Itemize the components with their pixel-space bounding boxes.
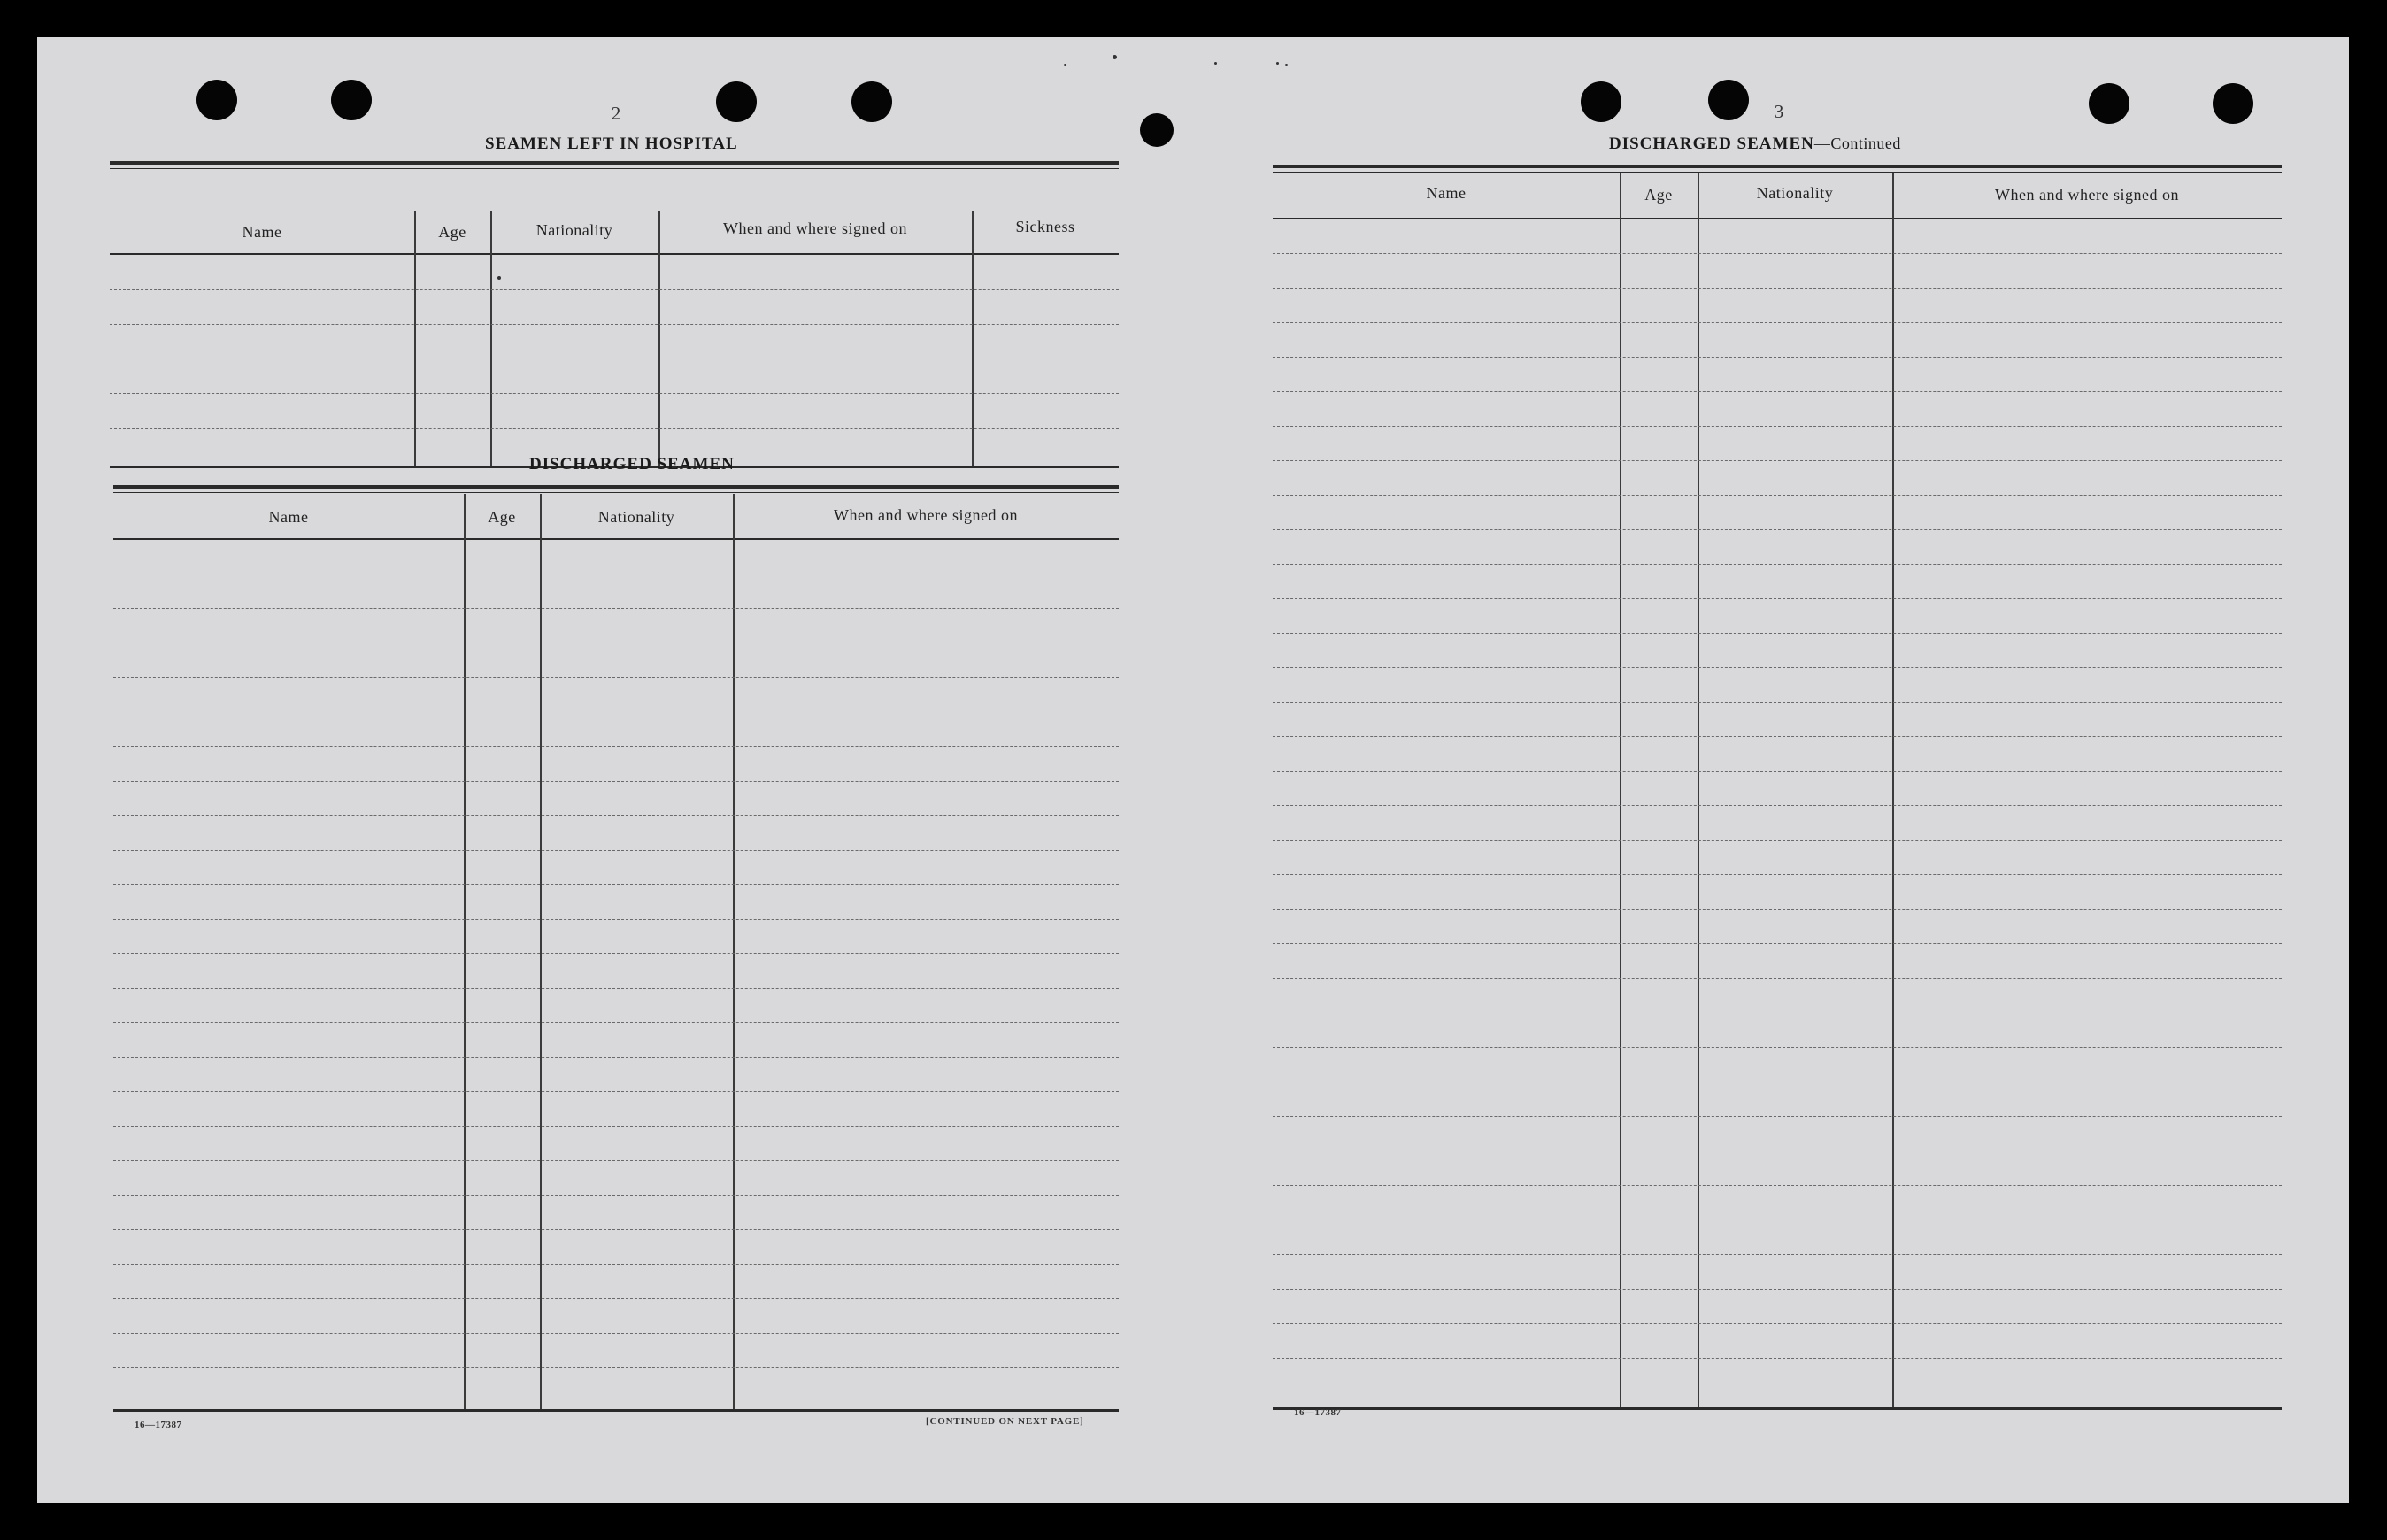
table-row <box>1273 1116 2282 1117</box>
table-row <box>1273 805 2282 806</box>
hospital-section-title: SEAMEN LEFT IN HOSPITAL <box>485 135 738 153</box>
table-row <box>110 289 1119 290</box>
header-separator <box>110 253 1119 255</box>
table-row <box>1273 736 2282 737</box>
column-header-when-where: When and where signed on <box>723 219 907 237</box>
header-separator <box>113 538 1119 540</box>
discharged-continued-title <box>1609 135 1901 154</box>
punch-hole <box>716 81 757 122</box>
column-header-name: Name <box>268 508 309 526</box>
table-row <box>113 1091 1119 1092</box>
column-header-nationality: Nationality <box>597 508 675 526</box>
table-top-rule <box>113 485 1119 489</box>
table-row <box>113 608 1119 609</box>
page-number-left: 2 <box>611 103 621 124</box>
table-row <box>1273 564 2282 565</box>
column-header-sickness: Sickness <box>1015 218 1075 235</box>
table-row <box>1273 1358 2282 1359</box>
punch-hole <box>1140 113 1174 147</box>
table-row <box>1273 1323 2282 1324</box>
table-row <box>1273 978 2282 979</box>
table-row <box>110 393 1119 394</box>
column-divider <box>1698 173 1699 1409</box>
table-row <box>113 1367 1119 1368</box>
column-divider <box>540 494 542 1411</box>
ink-speck <box>1285 64 1288 66</box>
table-row <box>1273 840 2282 841</box>
table-row <box>1273 529 2282 530</box>
table-row <box>113 1126 1119 1127</box>
table-row <box>1273 943 2282 944</box>
table-top-rule <box>110 161 1119 165</box>
table-row <box>1273 391 2282 392</box>
column-header-age: Age <box>438 223 466 241</box>
table-row <box>113 953 1119 954</box>
table-top-rule <box>1273 165 2282 168</box>
column-header-name: Name <box>1426 184 1467 202</box>
table-row <box>113 781 1119 782</box>
continued-note: [CONTINUED ON NEXT PAGE] <box>926 1416 1084 1427</box>
title-continued: —Continued <box>1813 135 1901 152</box>
table-row <box>113 1333 1119 1334</box>
table-row <box>110 428 1119 429</box>
ink-speck <box>1064 64 1066 66</box>
table-bottom-rule <box>1273 1407 2282 1410</box>
column-header-when-where: When and where signed on <box>834 506 1018 524</box>
punch-hole <box>331 80 372 120</box>
table-row <box>113 1022 1119 1023</box>
table-row <box>113 1195 1119 1196</box>
table-row <box>110 324 1119 325</box>
punch-hole <box>1708 80 1749 120</box>
column-header-nationality: Nationality <box>1756 184 1834 202</box>
title-main: DISCHARGED SEAMEN <box>1609 135 1814 153</box>
discharged-table-left <box>113 485 1119 1450</box>
table-row <box>113 746 1119 747</box>
form-sheet <box>37 37 2349 1503</box>
column-divider <box>733 494 735 1411</box>
table-row <box>113 884 1119 885</box>
table-row <box>1273 253 2282 254</box>
table-row <box>113 988 1119 989</box>
column-header-age: Age <box>1644 186 1673 204</box>
column-header-name: Name <box>242 223 282 241</box>
hospital-table <box>110 161 1119 471</box>
table-row <box>113 815 1119 816</box>
column-header-age: Age <box>488 508 516 526</box>
table-row <box>113 677 1119 678</box>
table-row <box>1273 633 2282 634</box>
page-number-right: 3 <box>1774 101 1784 122</box>
punch-hole <box>2213 83 2253 124</box>
table-row <box>113 1057 1119 1058</box>
table-row <box>113 1298 1119 1299</box>
column-divider <box>1892 173 1894 1409</box>
table-row <box>1273 667 2282 668</box>
ink-speck <box>1113 55 1117 59</box>
discharged-table-right <box>1273 165 2282 1448</box>
punch-hole <box>1581 81 1621 122</box>
table-row <box>1273 460 2282 461</box>
column-header-when-where: When and where signed on <box>1995 186 2179 204</box>
table-row <box>113 1229 1119 1230</box>
table-row <box>1273 495 2282 496</box>
table-bottom-rule <box>113 1409 1119 1412</box>
table-row <box>1273 702 2282 703</box>
column-divider <box>464 494 466 1411</box>
discharged-section-title: DISCHARGED SEAMEN <box>529 455 735 474</box>
table-row <box>1273 1185 2282 1186</box>
column-divider <box>1620 173 1621 1409</box>
table-row <box>1273 1289 2282 1290</box>
punch-hole <box>2089 83 2129 124</box>
ink-speck <box>1276 62 1279 65</box>
table-top-rule <box>110 168 1119 169</box>
table-top-rule <box>113 492 1119 493</box>
punch-hole <box>196 80 237 120</box>
table-row <box>1273 357 2282 358</box>
table-top-rule <box>1273 172 2282 173</box>
table-row <box>113 1160 1119 1161</box>
ink-speck <box>1214 62 1217 65</box>
table-row <box>1273 1047 2282 1048</box>
table-row <box>1273 426 2282 427</box>
table-row <box>1273 1254 2282 1255</box>
table-row <box>1273 909 2282 910</box>
punch-hole <box>851 81 892 122</box>
form-number-right: 16—17387 <box>1294 1407 1342 1418</box>
table-row <box>113 919 1119 920</box>
column-header-nationality: Nationality <box>535 221 613 239</box>
table-row <box>1273 874 2282 875</box>
table-row <box>113 1264 1119 1265</box>
header-separator <box>1273 218 2282 219</box>
table-row <box>1273 771 2282 772</box>
form-number-left: 16—17387 <box>135 1420 182 1430</box>
table-row <box>1273 288 2282 289</box>
table-row <box>113 850 1119 851</box>
table-row <box>1273 598 2282 599</box>
table-row <box>1273 322 2282 323</box>
